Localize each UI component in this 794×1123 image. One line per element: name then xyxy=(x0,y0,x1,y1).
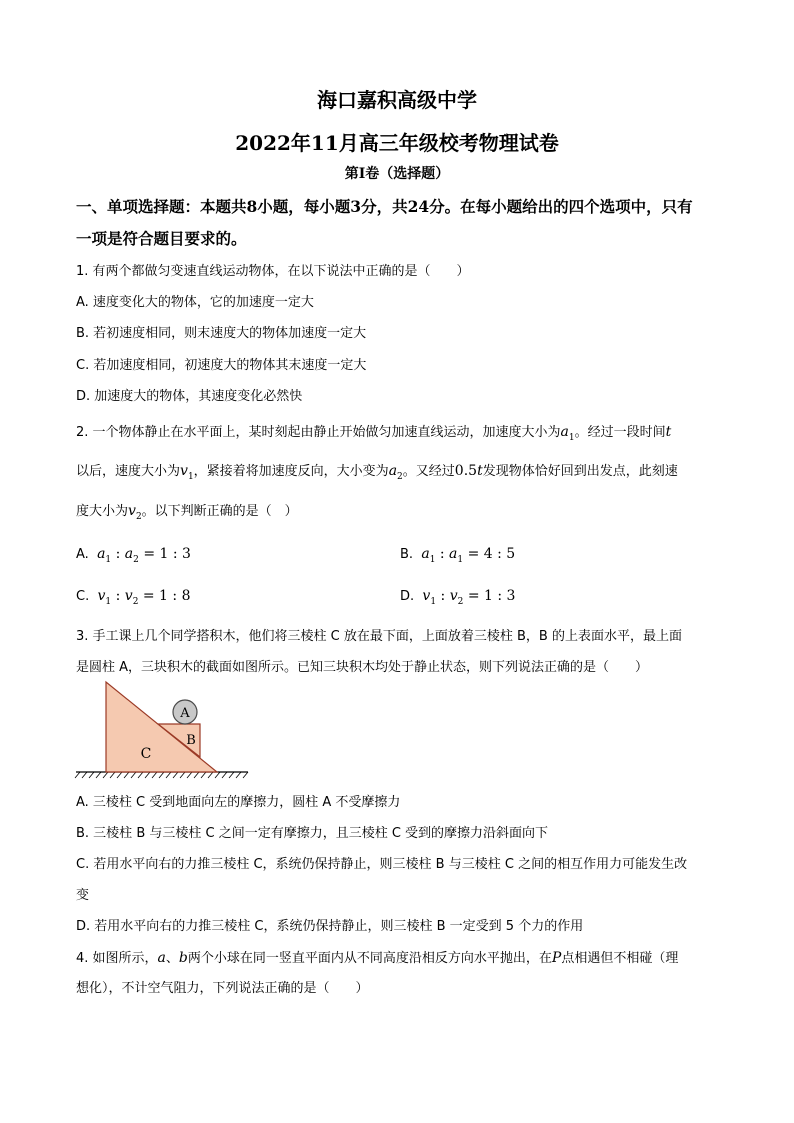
q2-option-c: C. $v_1$ : $v_2 = 1$ : 8 xyxy=(76,588,191,607)
q3-line2: 是圆柱 A，三块积木的截面如图所示。已知三块积木均处于静止状态，则下列说法正确的是（ ） xyxy=(76,660,649,675)
volume-title: 第I卷（选择题） xyxy=(344,166,450,182)
q3-figure-blocks xyxy=(74,678,254,782)
label-b: B xyxy=(186,733,196,748)
q4-line2: 想化），不计空气阻力，下列说法正确的是（ ） xyxy=(76,981,369,996)
label-c: C xyxy=(140,746,152,762)
q2-option-b: B. $a_1$ : $a_1 = 4$ : 5 xyxy=(400,546,516,565)
q2-option-d: D. $v_1$ : $v_2 = 1$ : 3 xyxy=(400,588,516,607)
q1-option-c: C. 若加速度相同，初速度大的物体其末速度一定大 xyxy=(76,358,367,373)
sym-a2: $a_2$ xyxy=(388,463,403,482)
q4-line1: 4. 如图所示，a、b两个小球在同一竖直平面内从不同高度沿相反方向水平抛出，在P点相遇但不相碰（理 xyxy=(76,950,679,966)
section-heading-line2: 一项是符合题目要求的。 xyxy=(76,229,247,248)
q3-line1: 3. 手工课上几个同学搭积木，他们将三棱柱 C 放在最下面，上面放着三棱柱 B，B 的上表面水平，最上面 xyxy=(76,629,682,644)
q1-option-b: B. 若初速度相同，则末速度大的物体加速度一定大 xyxy=(76,326,367,341)
exam-title: 2022年11月高三年级校考物理试卷 xyxy=(235,131,559,155)
q2-line2: 以后，速度大小为$v_1$，紧接着将加速度反向，大小变为$a_2$。又经过0.5t发现物体恰好回到出发点，此刻速 xyxy=(76,463,678,482)
school-name: 海口嘉积高级中学 xyxy=(317,88,477,112)
q3-option-c-line2: 变 xyxy=(76,888,90,903)
q3-option-c-line1: C. 若用水平向右的力推三棱柱 C，系统仍保持静止，则三棱柱 B 与三棱柱 C 之间的相互作用力可能发生改 xyxy=(76,857,688,872)
q3-option-a: A. 三棱柱 C 受到地面向左的摩擦力，圆柱 A 不受摩擦力 xyxy=(76,795,401,810)
sym-a1: $a_1$ xyxy=(560,424,575,443)
sym-v2: $v_2$ xyxy=(128,503,142,522)
q2-option-a: A. $a_1$ : $a_2 = 1$ : 3 xyxy=(76,546,191,565)
section-heading-line1: 一、单项选择题：本题共8小题，每小题3分，共24分。在每小题给出的四个选项中，只有 xyxy=(76,197,693,216)
label-a: A xyxy=(180,706,190,721)
ground-hatching xyxy=(75,772,248,778)
q1-option-d: D. 加速度大的物体，其速度变化必然快 xyxy=(76,389,303,404)
q2-line3: 度大小为$v_2$。以下判断正确的是（ ） xyxy=(76,503,298,522)
q2-line1: 2. 一个物体静止在水平面上，某时刻起由静止开始做匀加速直线运动，加速度大小为$a_1$。经过一段时间t xyxy=(76,424,672,443)
q1-stem: 1. 有两个都做匀变速直线运动物体，在以下说法中正确的是（ ） xyxy=(76,264,470,279)
q3-option-b: B. 三棱柱 B 与三棱柱 C 之间一定有摩擦力，且三棱柱 C 受到的摩擦力沿斜面向下 xyxy=(76,826,549,841)
q1-option-a: A. 速度变化大的物体，它的加速度一定大 xyxy=(76,295,314,310)
sym-v1: $v_1$ xyxy=(180,463,194,482)
q3-option-d: D. 若用水平向右的力推三棱柱 C，系统仍保持静止，则三棱柱 B 一定受到 5 个力的作用 xyxy=(76,919,584,934)
